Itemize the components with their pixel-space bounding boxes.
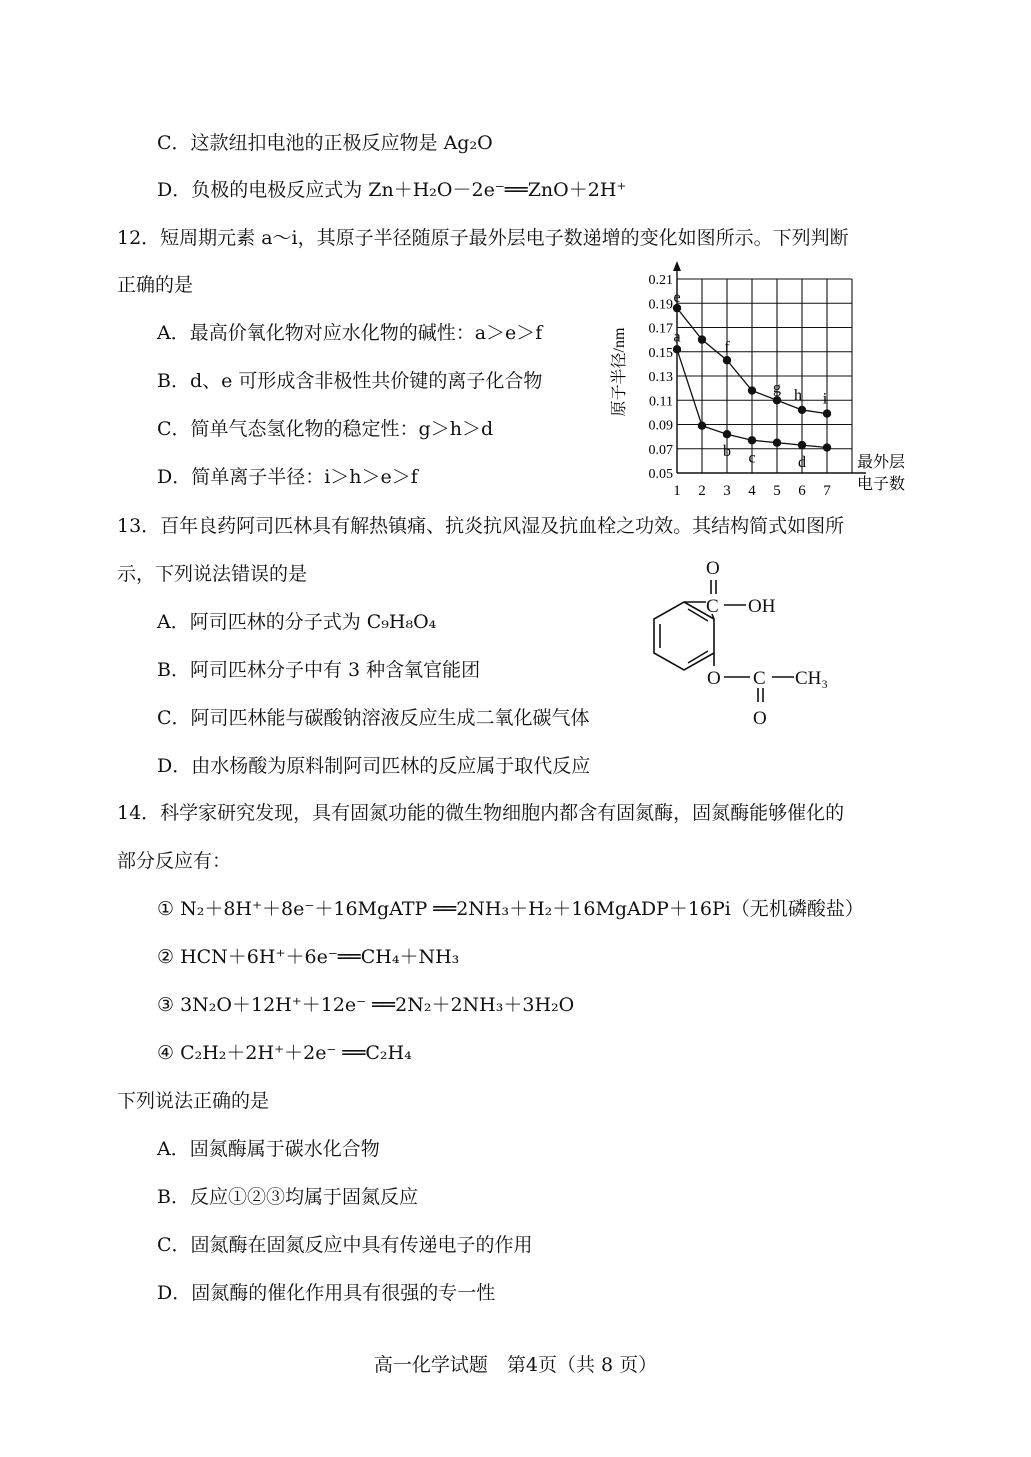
q13-option-c: C．阿司匹林能与碳酸钠溶液反应生成二氧化碳气体 xyxy=(157,707,590,729)
q12-option-d: D．简单离子半径：i＞h＞e＞f xyxy=(157,466,418,488)
q14-equation-3: ③ 3N₂O＋12H⁺＋12e⁻ ══2N₂＋2NH₃＋3H₂O xyxy=(157,994,575,1016)
q13-stem-line2: 示，下列说法错误的是 xyxy=(117,563,308,585)
struct-o-mid: O xyxy=(707,668,721,689)
q14-option-a: A．固氮酶属于碳水化合物 xyxy=(157,1138,380,1160)
y-tick-label: 0.17 xyxy=(648,321,673,337)
q13-option-d: D．由水杨酸为原料制阿司匹林的反应属于取代反应 xyxy=(157,755,591,777)
data-point-label: b xyxy=(723,443,731,461)
q12-option-a: A．最高价氧化物对应水化物的碱性：a＞e＞f xyxy=(157,322,543,344)
benzene-ring xyxy=(654,602,714,670)
struct-o-top: O xyxy=(706,558,720,579)
x-tick-label: 6 xyxy=(798,483,806,499)
data-point-label: d xyxy=(798,454,806,472)
data-point xyxy=(698,422,706,430)
data-point xyxy=(723,430,731,438)
chart-x-axis-label-line1: 最外层 xyxy=(857,454,906,471)
y-tick-label: 0.09 xyxy=(648,418,673,434)
data-point xyxy=(748,386,756,394)
q14-option-b: B．反应①②③均属于固氮反应 xyxy=(157,1186,418,1208)
y-tick-label: 0.11 xyxy=(649,394,673,410)
data-point-label: c xyxy=(748,449,756,467)
chart-x-axis-label-line2: 电子数 xyxy=(857,476,906,493)
q14-option-c: C．固氮酶在固氮反应中具有传递电子的作用 xyxy=(157,1234,533,1256)
data-point-label: e xyxy=(673,289,681,307)
data-point xyxy=(773,396,781,404)
y-tick-label: 0.21 xyxy=(648,273,673,288)
y-tick-label: 0.13 xyxy=(648,370,673,385)
q13-option-b: B．阿司匹林分子中有 3 种含氧官能团 xyxy=(157,659,481,681)
data-point xyxy=(798,441,806,449)
q12-option-b: B．d、e 可形成含非极性共价键的离子化合物 xyxy=(157,370,543,392)
q14-stem-line1: 14．科学家研究发现，具有固氮功能的微生物细胞内都含有固氮酶，固氮酶能够催化的 xyxy=(117,802,845,824)
x-tick-label: 2 xyxy=(698,483,706,499)
struct-c-mid: C xyxy=(753,668,766,689)
y-tick-label: 0.07 xyxy=(648,442,673,458)
data-point xyxy=(773,438,781,446)
y-axis-arrow xyxy=(673,261,681,271)
data-point xyxy=(798,406,806,414)
data-point-label: g xyxy=(773,379,781,397)
struct-c-top: C xyxy=(706,596,719,617)
x-tick-label: 3 xyxy=(723,483,731,499)
struct-ch3: CH₃ xyxy=(795,668,829,689)
q11-option-d: D．负极的电极反应式为 Zn＋H₂O－2e⁻══ZnO＋2H⁺ xyxy=(157,179,627,201)
x-tick-label: 4 xyxy=(748,483,756,499)
q14-equation-1: ① N₂＋8H⁺＋8e⁻＋16MgATP ══2NH₃＋H₂＋16MgADP＋16Pi（无机磷酸盐） xyxy=(157,898,864,920)
y-tick-label: 0.19 xyxy=(648,297,673,313)
q14-option-d: D．固氮酶的催化作用具有很强的专一性 xyxy=(157,1282,496,1304)
y-tick-label: 0.15 xyxy=(648,345,673,361)
data-point xyxy=(823,443,831,451)
q12-stem-line2: 正确的是 xyxy=(117,274,194,296)
x-tick-label: 7 xyxy=(823,483,831,499)
q13-option-a: A．阿司匹林的分子式为 C₉H₈O₄ xyxy=(157,611,437,633)
data-point-label: f xyxy=(724,339,730,357)
q12-stem-line1: 12．短周期元素 a～i，其原子半径随原子最外层电子数递增的变化如图所示。下列判断 xyxy=(117,227,849,249)
aspirin-structure-diagram xyxy=(630,552,870,734)
q14-stem-line2: 部分反应有： xyxy=(117,850,232,872)
q14-equation-4: ④ C₂H₂＋2H⁺＋2e⁻ ══C₂H₄ xyxy=(157,1042,412,1064)
q11-option-c: C．这款纽扣电池的正极反应物是 Ag₂O xyxy=(157,132,493,154)
x-tick-label: 1 xyxy=(673,483,681,499)
data-point xyxy=(698,335,706,343)
data-point xyxy=(673,345,681,353)
data-point xyxy=(748,436,756,444)
data-point-label: h xyxy=(794,386,802,404)
y-tick-label: 0.05 xyxy=(648,467,673,482)
data-point xyxy=(823,409,831,417)
data-point-label: a xyxy=(673,328,681,346)
chart-y-axis-label: 原子半径/nm xyxy=(611,327,628,417)
data-point-label: i xyxy=(822,390,828,408)
data-point xyxy=(723,356,731,364)
atomic-radius-chart xyxy=(600,260,920,500)
q14-prompt: 下列说法正确的是 xyxy=(117,1090,270,1112)
q13-stem-line1: 13．百年良药阿司匹林具有解热镇痛、抗炎抗风湿及抗血栓之功效。其结构简式如图所 xyxy=(117,515,845,537)
q14-equation-2: ② HCN＋6H⁺＋6e⁻══CH₄＋NH₃ xyxy=(157,946,460,968)
page-footer: 高一化学试题 第4页（共 8 页） xyxy=(373,1354,658,1376)
x-tick-label: 5 xyxy=(773,483,781,499)
q12-option-c: C．简单气态氢化物的稳定性：g＞h＞d xyxy=(157,418,494,440)
struct-o-bottom: O xyxy=(753,708,767,729)
struct-oh: OH xyxy=(748,596,776,617)
